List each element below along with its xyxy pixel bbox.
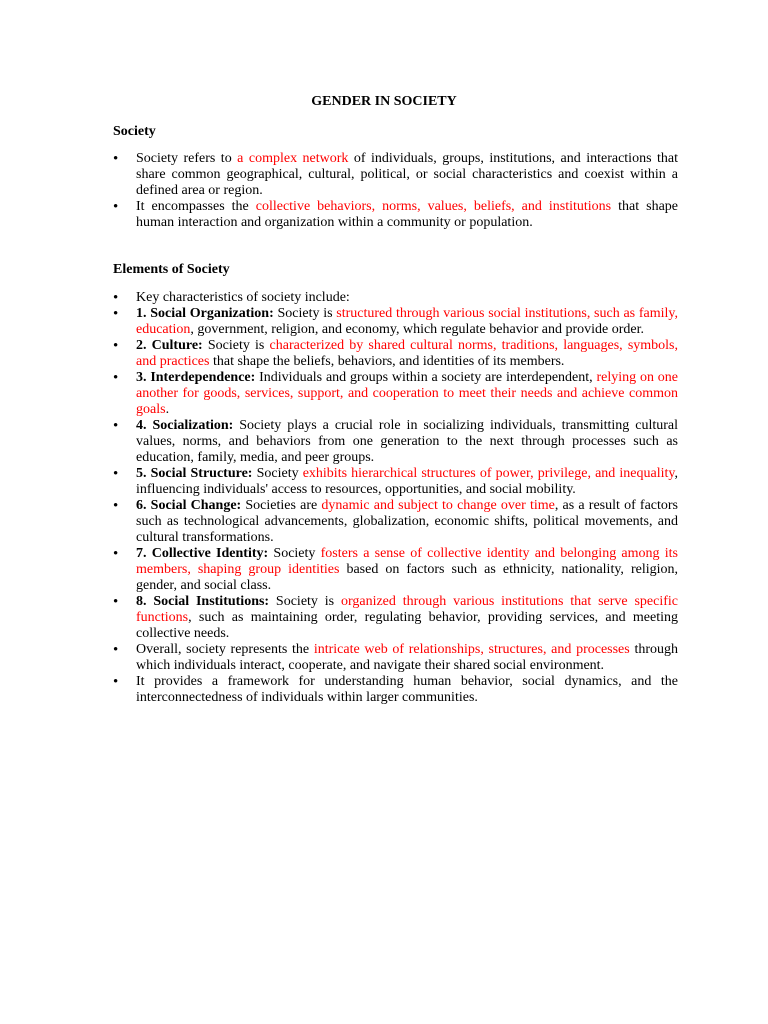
list-item-highlight: fosters a sense of collective identity and belonging among its members, shaping group identities [136,546,678,577]
list-item-term: 8. Social Institutions: [136,594,270,609]
list-item-highlight: collective behaviors, norms, values, beliefs, and institutions [255,199,612,214]
list-item-highlight: dynamic and subject to change over time [321,498,555,513]
list-item-term: 6. Social Change: [136,498,242,513]
elements-bullet-list [113,290,678,706]
list-item-text: Individuals and groups within a society are interdependent, [255,370,597,385]
list-item-text: Society is [273,306,337,321]
list-item-highlight: exhibits hierarchical structures of power, privilege, and inequality [302,466,675,481]
list-item-term: 4. Socialization: [136,418,234,433]
list-item-text: that shape human interaction and organization within a community or population. [136,199,678,230]
list-item-highlight: intricate web of relationships, structures, and processes [313,642,630,657]
list-item-highlight: relying on one another for goods, services, support, and cooperation to meet their needs and achieve common goals [136,370,678,417]
list-item-text: Society [268,546,321,561]
list-item-text: , such as maintaining order, regulating behavior, providing services, and meeting collective needs. [136,610,678,641]
list-item [113,546,678,594]
list-item-text: It provides a framework for understanding human behavior, social dynamics, and the interconnectedness of individuals within larger communities. [136,674,678,705]
section-heading-elements: Elements of Society [113,262,230,277]
list-item [113,642,678,674]
list-item [113,151,678,199]
document-title: GENDER IN SOCIETY [311,94,457,109]
list-item-highlight: organized through various institutions that serve specific functions [136,594,678,625]
list-item-highlight: characterized by shared cultural norms, traditions, languages, symbols, and practices [136,338,678,369]
list-item-text: Key characteristics of society include: [136,290,350,305]
list-item [113,466,678,498]
list-item [113,370,678,418]
list-item-text: Societies are [241,498,322,513]
society-bullet-list [113,151,678,231]
list-item [113,199,678,231]
list-item-term: 5. Social Structure: [136,466,253,481]
list-item-highlight: structured through various social institutions, such as family, education [136,306,678,337]
list-item [113,306,678,338]
list-item-text: , influencing individuals' access to resources, opportunities, and social mobility. [136,466,678,497]
list-item-text: , as a result of factors such as technological advancements, globalization, economic shifts, political movements, and cultural transformations. [136,498,678,545]
list-item-text: Overall, society represents the [136,642,314,657]
list-item [113,498,678,546]
list-item [113,338,678,370]
list-item-text: Society is [202,338,270,353]
list-item-text: through which individuals interact, cooperate, and navigate their shared social environment. [136,642,678,673]
list-item-text: of individuals, groups, institutions, and interactions that share common geographical, cultural, political, or social characteristics and coexist within a defined area or region. [136,151,678,198]
list-item [113,594,678,642]
list-item-text: Society plays a crucial role in socializing individuals, transmitting cultural values, norms, and behaviors from one generation to the next through processes such as education, family, media, and peer groups. [136,418,678,465]
list-item-text: . [165,402,170,417]
list-item-text: It encompasses the [136,199,256,214]
list-item [113,674,678,706]
list-item-term: 1. Social Organization: [136,306,274,321]
list-item-highlight: a complex network [237,151,349,166]
list-item-term: 7. Collective Identity: [136,546,269,561]
section-heading-society: Society [113,124,156,139]
list-item-text: Society is [269,594,341,609]
list-item-text: based on factors such as ethnicity, nationality, religion, gender, and social class. [136,562,678,593]
list-item [113,418,678,466]
list-item-text: Society refers to [136,151,238,166]
list-item-term: 2. Culture: [136,338,203,353]
list-item-term: 3. Interdependence: [136,370,256,385]
list-item [113,290,678,306]
list-item-text: Society [252,466,303,481]
list-item-text: , government, religion, and economy, which regulate behavior and provide order. [190,322,644,337]
list-item-text: that shape the beliefs, behaviors, and identities of its members. [209,354,565,369]
